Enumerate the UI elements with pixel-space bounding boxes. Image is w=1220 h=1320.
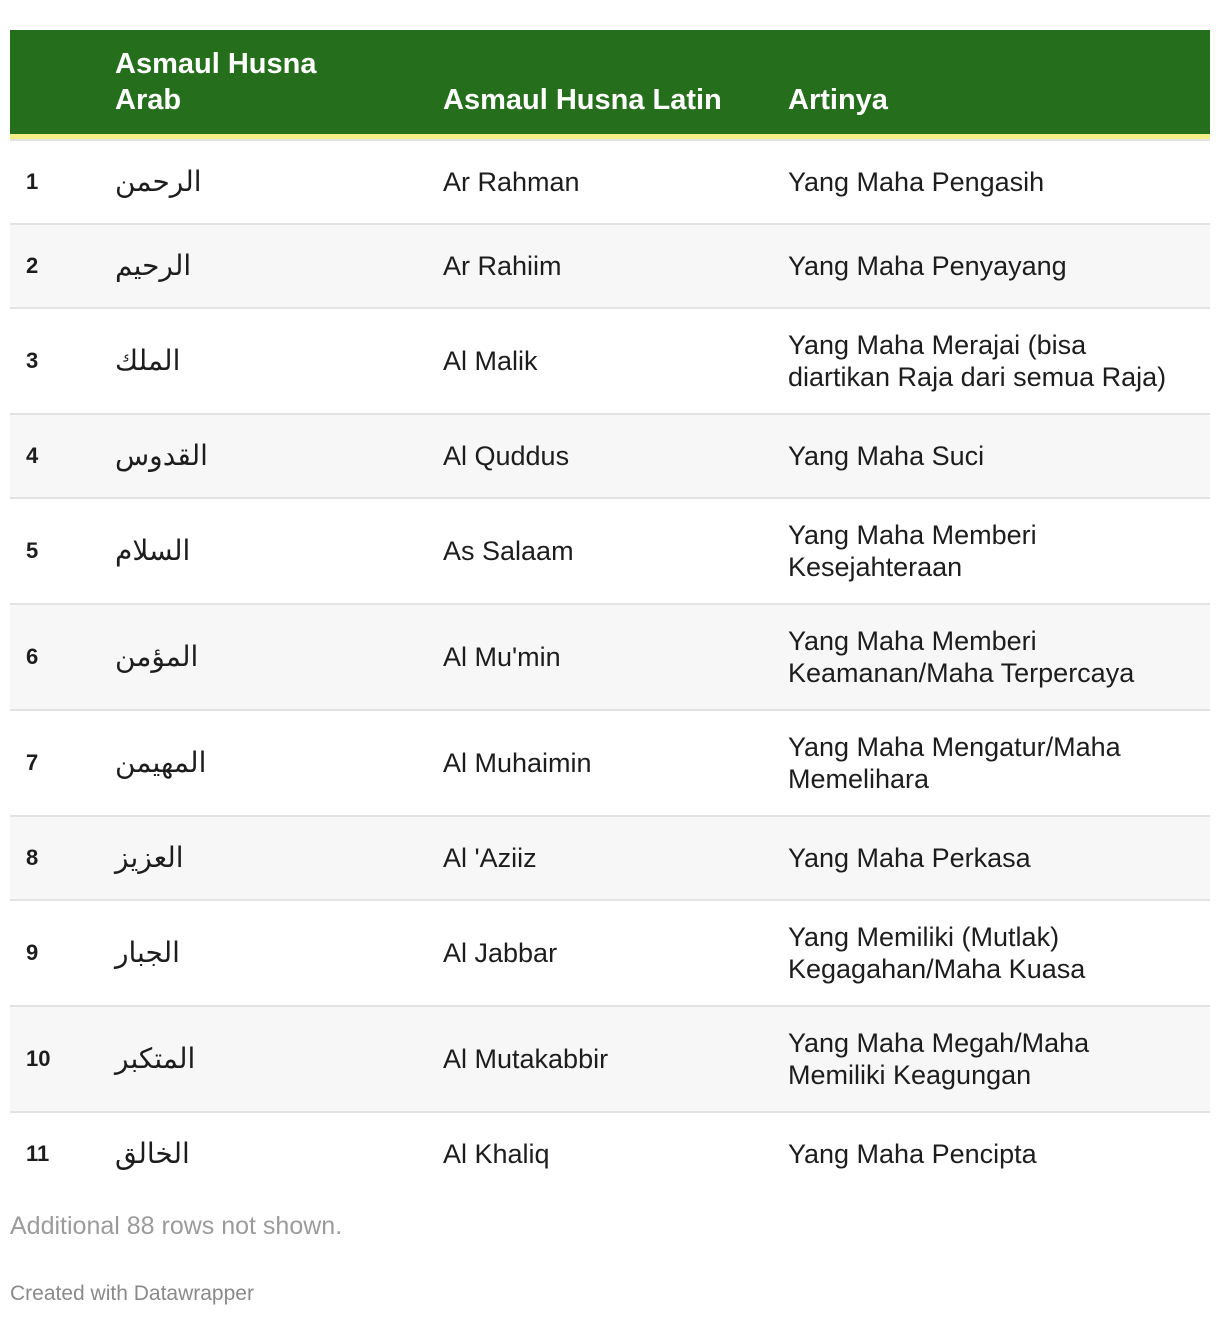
row-arab: الرحمن bbox=[115, 140, 443, 224]
row-number: 1 bbox=[10, 140, 115, 224]
row-latin: Al Malik bbox=[443, 308, 788, 414]
table-row bbox=[10, 414, 1210, 498]
row-latin: Ar Rahman bbox=[443, 140, 788, 224]
row-meaning-line1: Yang Maha Mengatur/Maha bbox=[788, 732, 1121, 762]
datawrapper-credit-link[interactable]: Created with Datawrapper bbox=[10, 1282, 254, 1305]
table-row bbox=[10, 140, 1210, 224]
row-meaning-line2: Kegagahan/Maha Kuasa bbox=[788, 954, 1086, 984]
row-meaning bbox=[788, 498, 1210, 604]
row-meaning bbox=[788, 604, 1210, 710]
table-row bbox=[10, 604, 1210, 710]
row-latin: Al Mu'min bbox=[443, 604, 788, 710]
row-meaning-line1: Yang Maha Memberi bbox=[788, 520, 1037, 550]
row-latin: Al 'Aziiz bbox=[443, 816, 788, 900]
header-number[interactable] bbox=[10, 30, 115, 134]
row-arab: المؤمن bbox=[115, 604, 443, 710]
header-arab-line2: Arab bbox=[115, 84, 182, 116]
header-latin[interactable]: Asmaul Husna Latin bbox=[443, 84, 722, 116]
row-arab: القدوس bbox=[115, 414, 443, 498]
row-arab: الرحيم bbox=[115, 224, 443, 308]
data-table-wrapper bbox=[10, 30, 1210, 1195]
asmaul-husna-table bbox=[10, 30, 1210, 1195]
header-meaning[interactable]: Artinya bbox=[788, 84, 888, 116]
row-meaning-line2: Keamanan/Maha Terpercaya bbox=[788, 658, 1135, 688]
table-row bbox=[10, 710, 1210, 816]
row-number: 2 bbox=[10, 224, 115, 308]
row-meaning-line1: Yang Maha Merajai (bisa bbox=[788, 330, 1087, 360]
table-row bbox=[10, 900, 1210, 1006]
row-latin: Al Mutakabbir bbox=[443, 1006, 788, 1112]
row-meaning: Yang Maha Pengasih bbox=[788, 140, 1210, 224]
row-meaning: Yang Maha Suci bbox=[788, 414, 1210, 498]
table-row bbox=[10, 308, 1210, 414]
row-number: 8 bbox=[10, 816, 115, 900]
header-arab[interactable] bbox=[115, 30, 443, 134]
table-row bbox=[10, 816, 1210, 900]
row-number: 3 bbox=[10, 308, 115, 414]
row-latin: Ar Rahiim bbox=[443, 224, 788, 308]
rows-not-shown-note: Additional 88 rows not shown. bbox=[10, 1212, 343, 1240]
row-number: 10 bbox=[10, 1006, 115, 1112]
row-arab: العزيز bbox=[115, 816, 443, 900]
row-meaning-line2: diartikan Raja dari semua Raja) bbox=[788, 362, 1167, 392]
row-meaning bbox=[788, 308, 1210, 414]
row-meaning-line1: Yang Maha Memberi bbox=[788, 626, 1037, 656]
row-latin: Al Quddus bbox=[443, 414, 788, 498]
row-arab: الخالق bbox=[115, 1137, 190, 1170]
row-number: 11 bbox=[26, 1141, 50, 1166]
row-latin: Al Khaliq bbox=[443, 1139, 550, 1169]
row-latin: Al Jabbar bbox=[443, 900, 788, 1006]
row-meaning-line2: Memiliki Keagungan bbox=[788, 1060, 1032, 1090]
table-row bbox=[10, 1006, 1210, 1112]
row-arab: السلام bbox=[115, 498, 443, 604]
row-latin: Al Muhaimin bbox=[443, 710, 788, 816]
row-number: 7 bbox=[10, 710, 115, 816]
row-meaning: Yang Maha Perkasa bbox=[788, 816, 1210, 900]
row-meaning bbox=[788, 710, 1210, 816]
row-meaning-line2: Memelihara bbox=[788, 764, 930, 794]
table-row bbox=[10, 498, 1210, 604]
row-meaning bbox=[788, 900, 1210, 1006]
row-arab: الملك bbox=[115, 308, 443, 414]
row-meaning-line2: Kesejahteraan bbox=[788, 552, 963, 582]
row-number: 6 bbox=[10, 604, 115, 710]
row-meaning-line1: Yang Memiliki (Mutlak) bbox=[788, 922, 1060, 952]
row-number: 5 bbox=[10, 498, 115, 604]
row-meaning bbox=[788, 1006, 1210, 1112]
row-number: 4 bbox=[10, 414, 115, 498]
row-arab: المهيمن bbox=[115, 710, 443, 816]
row-arab: المتكبر bbox=[115, 1006, 443, 1112]
row-number: 9 bbox=[10, 900, 115, 1006]
row-meaning: Yang Maha Pencipta bbox=[788, 1139, 1037, 1169]
table-row bbox=[10, 224, 1210, 308]
row-arab: الجبار bbox=[115, 900, 443, 1006]
row-latin: As Salaam bbox=[443, 498, 788, 604]
header-arab-line1: Asmaul Husna bbox=[115, 48, 317, 80]
row-meaning-line1: Yang Maha Megah/Maha bbox=[788, 1028, 1090, 1058]
table-row bbox=[10, 1112, 1210, 1195]
row-meaning: Yang Maha Penyayang bbox=[788, 224, 1210, 308]
table-header-row bbox=[10, 30, 1210, 134]
